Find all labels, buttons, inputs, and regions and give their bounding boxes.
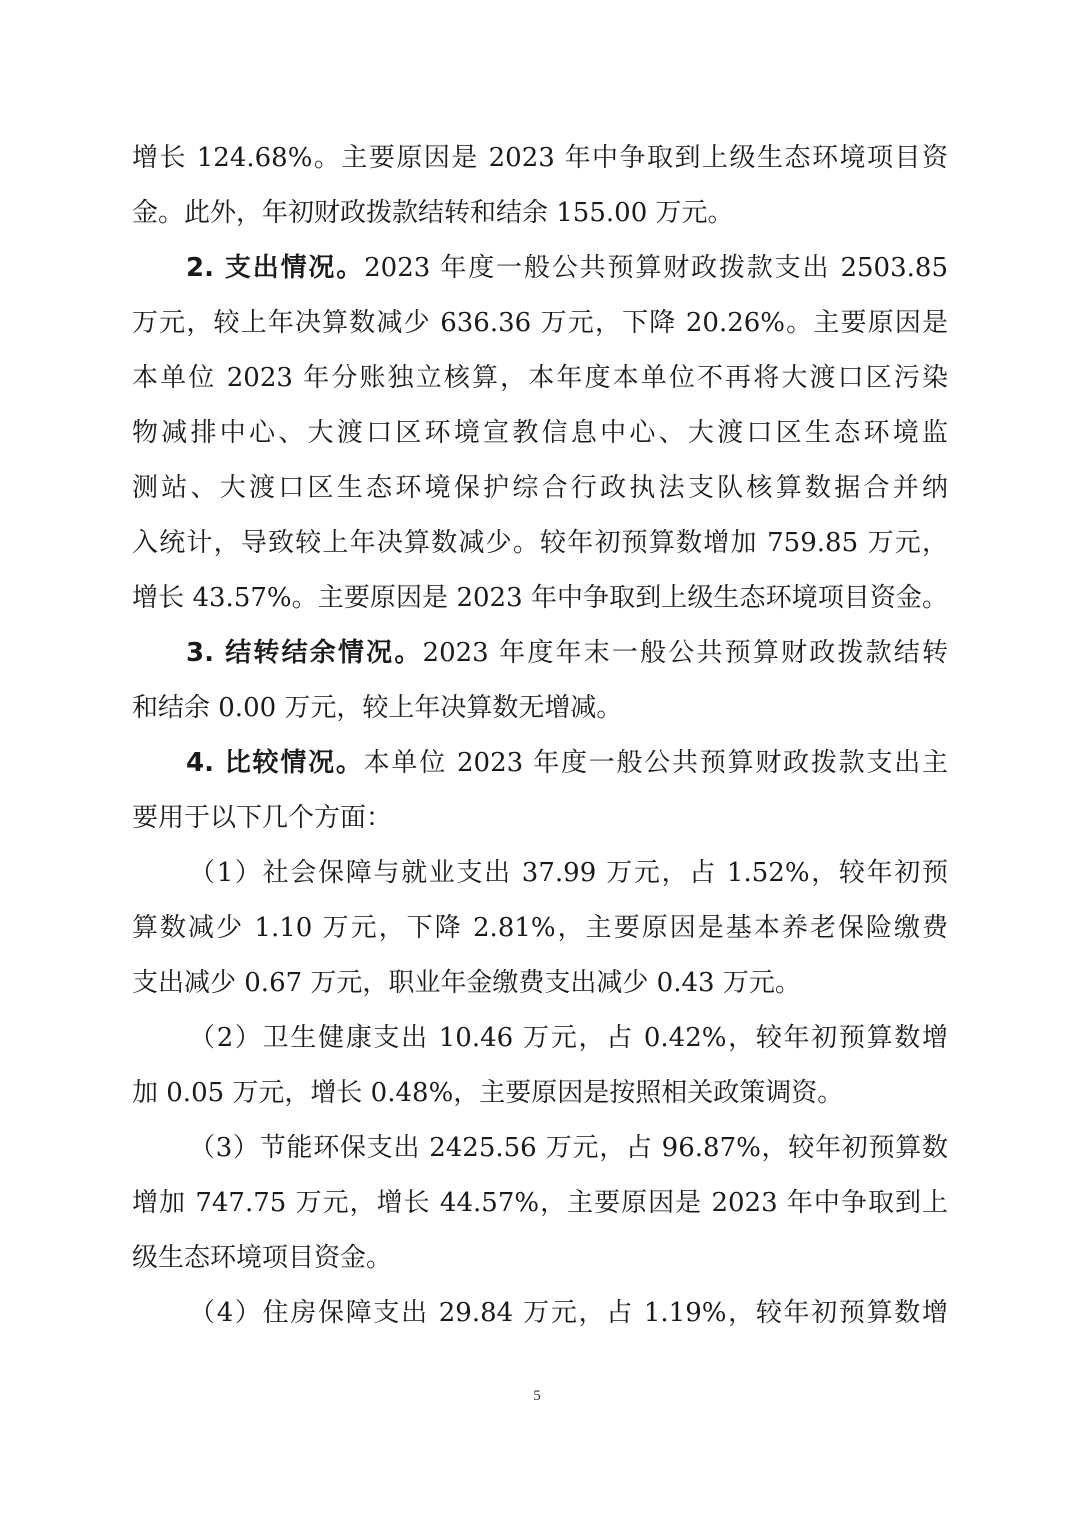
section-heading-comparison: 4. 比较情况。 [186,748,364,778]
text-line: 算数减少 1.10 万元，下降 2.81%，主要原因是基本养老保险缴费 [132,913,948,943]
text-line: 和结余 0.00 万元，较上年决算数无增减。 [132,693,623,723]
text-span: 2023 年度年末一般公共预算财政拨款结转 [422,638,948,668]
list-item-health: （2）卫生健康支出 10.46 万元，占 0.42%，较年初预算数增 [189,1023,948,1053]
text-line: 增长 43.57%。主要原因是 2023 年中争取到上级生态环境项目资金。 [132,583,948,613]
text-line: 万元，较上年决算数减少 636.36 万元，下降 20.26%。主要原因是 [132,308,948,338]
text-line: 级生态环境项目资金。 [132,1243,393,1273]
text-span: 本单位 2023 年度一般公共预算财政拨款支出主 [363,748,948,778]
list-item-housing: （4）住房保障支出 29.84 万元，占 1.19%，较年初预算数增 [189,1298,948,1328]
page-number: 5 [533,1388,541,1404]
text-line: 入统计，导致较上年决算数减少。较年初预算数增加 759.85 万元， [132,528,948,558]
paragraph-line-carryover [186,633,948,673]
text-line: 要用于以下几个方面： [132,803,393,833]
text-span: 2023 年度一般公共预算财政拨款支出 2503.85 [364,253,948,283]
list-item-social-security: （1）社会保障与就业支出 37.99 万元，占 1.52%，较年初预 [189,858,948,888]
text-line: 增加 747.75 万元，增长 44.57%，主要原因是 2023 年中争取到上 [132,1188,948,1218]
text-line: 测站、大渡口区生态环境保护综合行政执法支队核算数据合并纳 [132,473,948,503]
list-item-environmental: （3）节能环保支出 2425.56 万元，占 96.87%，较年初预算数 [189,1133,948,1163]
text-line: 金。此外，年初财政拨款结转和结余 155.00 万元。 [132,198,734,228]
paragraph-line-expenditure [186,248,948,288]
section-heading-expenditure: 2. 支出情况。 [186,253,365,283]
text-line: 本单位 2023 年分账独立核算，本年度本单位不再将大渡口区污染 [132,363,948,393]
paragraph-line-comparison [186,743,948,783]
text-line: 增长 124.68%。主要原因是 2023 年中争取到上级生态环境项目资 [132,143,948,173]
text-line: 物减排中心、大渡口区环境宣教信息中心、大渡口区生态环境监 [132,418,948,448]
text-line: 加 0.05 万元，增长 0.48%，主要原因是按照相关政策调资。 [132,1078,844,1108]
section-heading-carryover: 3. 结转结余情况。 [186,638,423,668]
text-line: 支出减少 0.67 万元，职业年金缴费支出减少 0.43 万元。 [132,968,801,998]
